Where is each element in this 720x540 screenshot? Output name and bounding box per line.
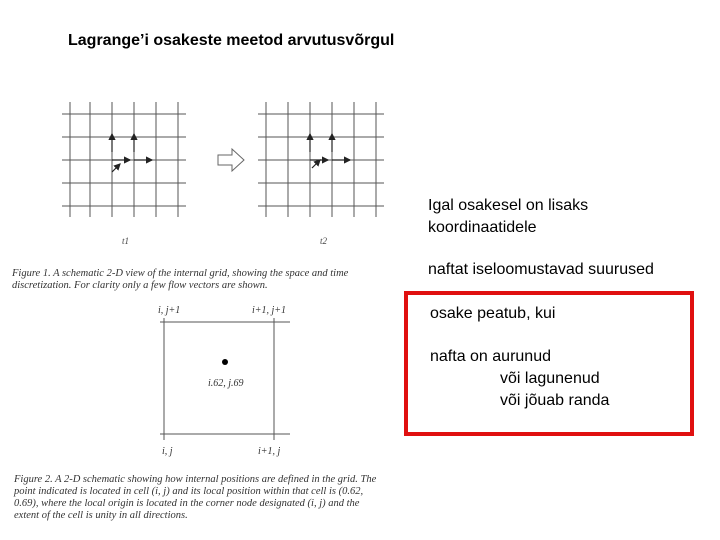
- text-line-3: naftat iseloomustavad suurused: [428, 261, 654, 278]
- figure2-caption-line4: extent of the cell is unity in all directions.: [14, 510, 188, 521]
- node-label-bottom-left: i, j: [162, 446, 173, 457]
- node-label-bottom-right: i+1, j: [258, 446, 281, 457]
- text-line-5: nafta on aurunud: [430, 348, 551, 365]
- text-line-4: osake peatub, kui: [430, 305, 556, 322]
- text-line-2: koordinaatidele: [428, 219, 537, 236]
- text-line-1: Igal osakesel on lisaks: [428, 197, 589, 214]
- label-t1: t1: [122, 236, 130, 246]
- text-line-6: või lagunenud: [500, 370, 600, 387]
- figure1-grid-diagram: [0, 92, 400, 242]
- figure2-caption: [14, 474, 376, 522]
- transition-arrow: [218, 149, 244, 171]
- label-t2: t2: [320, 236, 328, 246]
- text-line-7: või jõuab randa: [500, 392, 610, 409]
- node-label-top-right: i+1, j+1: [252, 305, 287, 316]
- flow-vectors-t2: [310, 134, 350, 168]
- figure1-caption-line2: discretization. For clarity only a few flow vectors are shown.: [12, 280, 268, 291]
- figure2-caption-line3: 0.69), where the local origin is located in the corner node designated (i, j) and the: [14, 498, 360, 509]
- figure2-caption-line2: point indicated is located in cell (i, j) and its local position within that cell is (0.62,: [14, 486, 364, 497]
- flow-vectors-t1: [112, 134, 152, 172]
- slide-title: Lagrange’i osakeste meetod arvutusvõrgul: [68, 32, 395, 49]
- figure2-cell-diagram: [150, 300, 310, 450]
- particle-point: [222, 359, 228, 365]
- figure1-caption-line1: Figure 1. A schematic 2-D view of the internal grid, showing the space and time: [12, 268, 349, 279]
- figure2-caption-line1: Figure 2. A 2-D schematic showing how internal positions are defined in the grid. The: [14, 474, 377, 485]
- node-label-point: i.62, j.69: [208, 378, 244, 389]
- node-label-top-left: i, j+1: [158, 305, 181, 316]
- figure1-caption: [12, 268, 348, 292]
